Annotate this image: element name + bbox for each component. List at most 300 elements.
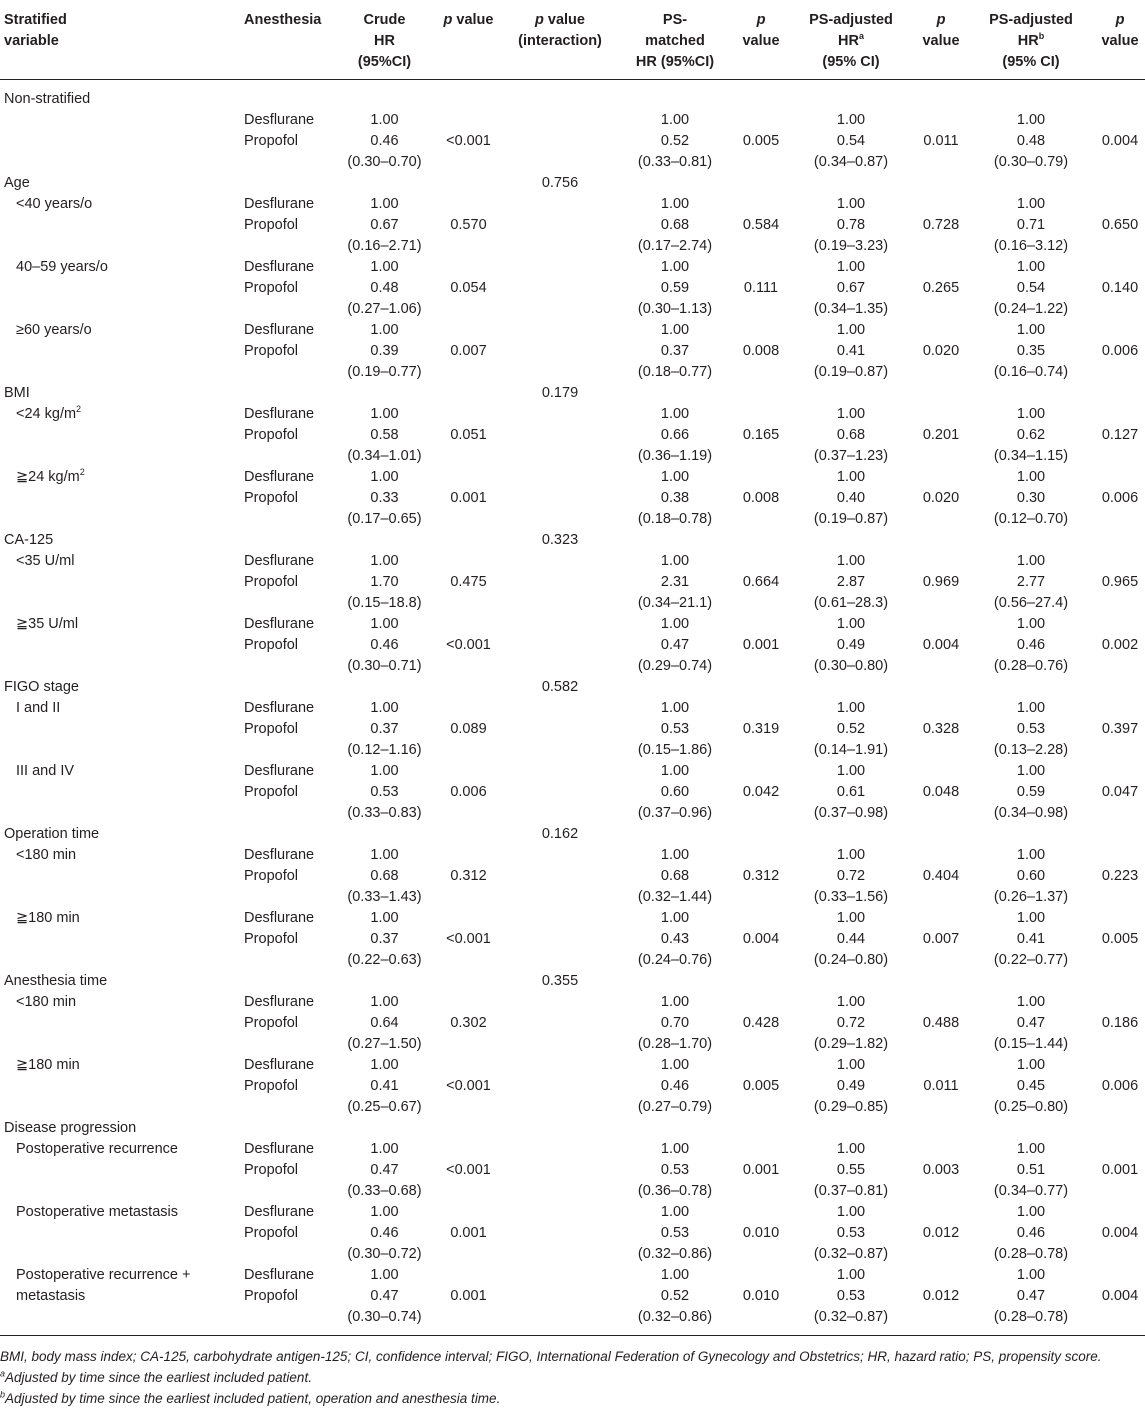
table-row [0,215,1145,236]
table-row [0,782,1145,803]
ps-adjusted-b-p-cell [1095,740,1145,761]
anesthesia-cell: Desflurane [244,616,315,632]
ps-adjusted-b-p-cell: 0.650 [1101,217,1139,233]
empty-cell [240,173,337,194]
table-row [0,593,1145,614]
group-row [0,80,1145,111]
empty-cell [505,488,615,509]
anesthesia-cell: Propofol [244,133,299,149]
ps-matched-hr-cell: 0.52 [660,1288,690,1304]
crude-p-cell [432,656,505,677]
empty-cell [505,1181,615,1202]
table-row [0,740,1145,761]
footnote-abbreviations: BMI, body mass index; CA-125, carbohydrate antigen-125; CI, confidence interval; FIGO, International Federation of Gynecology and Obstetrics; HR, hazard ratio; PS, propensity score. [0,1349,1102,1364]
ps-adjusted-a-p-cell [915,1097,967,1118]
ps-matched-p-cell [735,299,787,320]
header-p-interaction: p value (interaction) [505,0,615,80]
empty-cell [1095,971,1145,992]
ps-adjusted-a-hr-cell: 0.40 [836,490,866,506]
group-row [0,1118,1145,1139]
subgroup-label [0,488,240,509]
ps-adjusted-a-p-cell [915,740,967,761]
empty-cell [505,740,615,761]
table-row [0,194,1145,215]
empty-cell [505,761,615,782]
empty-cell [432,80,505,111]
interaction-p-value: 0.756 [541,175,579,191]
crude-hr-cell: 1.00 [370,196,399,212]
subgroup-label [0,551,240,572]
crude-p-cell: <0.001 [446,931,491,947]
empty-cell [915,80,967,111]
empty-cell [505,341,615,362]
anesthesia-cell: Desflurane [244,1057,315,1073]
crude-hr-cell: 0.47 [370,1162,399,1178]
ps-matched-hr-cell: 1.00 [660,994,690,1010]
anesthesia-cell [240,299,337,320]
ps-adjusted-a-hr-cell: 1.00 [836,847,866,863]
ps-adjusted-a-hr-cell: 1.00 [836,406,866,422]
crude-hr-cell: (0.27–1.50) [347,1036,422,1052]
table-row [0,446,1145,467]
ps-matched-hr-cell: 1.00 [660,259,690,275]
ps-matched-hr-cell: 0.60 [660,784,690,800]
ps-adjusted-b-p-cell [1095,761,1145,782]
ps-matched-p-cell: 0.001 [742,637,780,653]
crude-hr-cell: 0.68 [370,868,399,884]
table-row [0,719,1145,740]
empty-cell [1095,383,1145,404]
ps-matched-hr-cell: 0.37 [660,343,690,359]
ps-adjusted-a-p-cell [915,1055,967,1076]
ps-adjusted-a-hr-cell: 0.53 [836,1225,866,1241]
empty-cell [505,278,615,299]
ps-adjusted-b-p-cell [1095,803,1145,824]
table-row [0,1076,1145,1097]
subgroup-label-text: ≧24 kg/m [16,469,80,485]
ps-adjusted-b-p-cell: 0.006 [1101,1078,1139,1094]
empty-cell [505,1265,615,1286]
empty-cell [337,173,432,194]
subgroup-label [0,845,240,866]
crude-p-cell [432,404,505,425]
ps-adjusted-b-hr-cell: 0.46 [1016,637,1046,653]
ps-adjusted-a-p-cell: 0.007 [922,931,960,947]
empty-cell [615,971,735,992]
ps-matched-hr-cell: 0.68 [660,217,690,233]
ps-adjusted-b-hr-cell: 0.47 [1016,1015,1046,1031]
empty-cell [915,971,967,992]
ps-matched-hr-cell: (0.36–1.19) [637,448,713,464]
crude-hr-cell: 0.37 [370,931,399,947]
ps-adjusted-b-hr-cell: (0.25–0.80) [993,1099,1069,1115]
ps-adjusted-a-hr-cell: 1.00 [836,259,866,275]
crude-hr-cell: (0.30–0.71) [347,658,422,674]
subgroup-label [0,1097,240,1118]
anesthesia-cell: Desflurane [244,322,315,338]
subgroup-label [0,761,240,782]
ps-adjusted-b-hr-cell: 1.00 [1016,763,1046,779]
crude-p-cell [432,740,505,761]
ps-adjusted-b-p-cell: 0.006 [1101,490,1139,506]
table-row [0,509,1145,530]
table-row [0,572,1145,593]
interaction-p-value: 0.179 [541,385,579,401]
subgroup-label [0,362,240,383]
crude-p-cell [432,152,505,173]
anesthesia-cell [240,887,337,908]
empty-cell [432,677,505,698]
table-row [0,803,1145,824]
header-p-value-4: p value [1095,0,1145,80]
empty-cell [505,950,615,971]
ps-adjusted-a-p-cell [915,551,967,572]
anesthesia-cell: Propofol [244,1015,299,1031]
ps-matched-hr-cell: 1.00 [660,763,690,779]
subgroup-label [0,110,240,131]
crude-p-cell [432,362,505,383]
ps-adjusted-a-hr-cell: 1.00 [836,700,866,716]
subgroup-label-text: 40–59 years/o [16,259,108,275]
header-ps-adjusted-hr-b: PS-adjusted $HR^b$ (95% CI) [967,0,1095,80]
empty-cell [787,383,915,404]
crude-p-cell [432,1055,505,1076]
empty-cell [915,677,967,698]
anesthesia-cell: Desflurane [244,1267,315,1283]
interaction-p-value: 0.355 [541,973,579,989]
ps-matched-hr-cell: 0.53 [660,721,690,737]
ps-adjusted-b-hr-cell: (0.12–0.70) [993,511,1069,527]
crude-p-cell [432,446,505,467]
empty-cell [240,80,337,111]
group-label: Operation time [4,826,100,842]
ps-adjusted-a-hr-cell: (0.19–3.23) [813,238,889,254]
crude-p-cell [432,299,505,320]
ps-adjusted-a-hr-cell: 0.41 [836,343,866,359]
empty-cell [240,971,337,992]
anesthesia-cell: Propofol [244,1078,299,1094]
anesthesia-cell: Propofol [244,490,299,506]
header-p-value: p value [432,0,505,80]
ps-adjusted-a-hr-cell: (0.29–1.82) [813,1036,889,1052]
ps-matched-p-cell [735,614,787,635]
ps-matched-hr-cell: (0.37–0.96) [637,805,713,821]
table-row [0,761,1145,782]
crude-p-cell [432,1202,505,1223]
ps-matched-hr-cell: 0.46 [660,1078,690,1094]
ps-adjusted-a-p-cell [915,236,967,257]
ps-adjusted-b-hr-cell: 1.00 [1016,259,1046,275]
ps-adjusted-b-p-cell [1095,509,1145,530]
crude-hr-cell: 1.00 [370,1141,399,1157]
table-row [0,929,1145,950]
ps-matched-p-cell [735,257,787,278]
ps-adjusted-b-p-cell [1095,1265,1145,1286]
subgroup-label-text-2: metastasis [16,1288,86,1304]
empty-cell [735,971,787,992]
interaction-p-value [505,1118,615,1139]
ps-adjusted-b-p-cell: 0.005 [1101,931,1139,947]
ps-adjusted-a-hr-cell: 1.00 [836,196,866,212]
empty-cell [505,152,615,173]
ps-matched-p-cell [735,1034,787,1055]
anesthesia-cell [240,656,337,677]
crude-p-cell [432,887,505,908]
subgroup-label [0,446,240,467]
ps-adjusted-a-hr-cell: (0.29–0.85) [813,1099,889,1115]
header-p-value-2: p value [735,0,787,80]
ps-adjusted-b-p-cell: 0.006 [1101,343,1139,359]
ps-matched-p-cell: 0.664 [742,574,780,590]
subgroup-label [0,950,240,971]
subgroup-label [0,404,240,425]
ps-adjusted-a-hr-cell: (0.32–0.87) [813,1309,889,1325]
subgroup-label-text: <40 years/o [16,196,93,212]
ps-matched-hr-cell: (0.29–0.74) [637,658,713,674]
subgroup-label [0,341,240,362]
subgroup-label-text: Postoperative recurrence + [16,1267,191,1283]
ps-adjusted-b-p-cell [1095,404,1145,425]
ps-matched-p-cell: 0.001 [742,1162,780,1178]
ps-adjusted-b-hr-cell: 1.00 [1016,112,1046,128]
ps-adjusted-a-hr-cell: 0.49 [836,1078,866,1094]
ps-adjusted-b-p-cell [1095,656,1145,677]
empty-cell [432,971,505,992]
ps-adjusted-a-hr-cell: 0.68 [836,427,866,443]
empty-cell [787,530,915,551]
empty-cell [505,299,615,320]
empty-cell [787,677,915,698]
ps-adjusted-a-p-cell [915,992,967,1013]
empty-cell [337,824,432,845]
ps-adjusted-b-hr-cell: 1.00 [1016,406,1046,422]
crude-p-cell: 0.051 [450,427,487,443]
ps-adjusted-b-p-cell [1095,257,1145,278]
empty-cell [735,80,787,111]
ps-matched-p-cell [735,761,787,782]
ps-adjusted-b-p-cell [1095,152,1145,173]
crude-hr-cell: 0.53 [370,784,399,800]
empty-cell [505,362,615,383]
empty-cell [735,824,787,845]
ps-adjusted-b-hr-cell: (0.34–0.77) [993,1183,1069,1199]
anesthesia-cell [240,509,337,530]
ps-matched-p-cell: 0.008 [742,343,780,359]
ps-matched-hr-cell: 1.00 [660,700,690,716]
table-row [0,362,1145,383]
ps-adjusted-b-p-cell [1095,362,1145,383]
crude-hr-cell: 0.67 [370,217,399,233]
ps-adjusted-b-p-cell [1095,887,1145,908]
ps-adjusted-a-p-cell: 0.404 [922,868,960,884]
ps-adjusted-b-hr-cell: (0.16–3.12) [993,238,1069,254]
empty-cell [505,194,615,215]
crude-hr-cell: (0.22–0.63) [347,952,422,968]
anesthesia-cell: Propofol [244,343,299,359]
crude-hr-cell: (0.33–0.83) [347,805,422,821]
anesthesia-cell: Desflurane [244,994,315,1010]
empty-cell [505,845,615,866]
empty-cell [1095,677,1145,698]
subgroup-label [0,866,240,887]
ps-matched-hr-cell: 1.00 [660,322,690,338]
table-row [0,488,1145,509]
empty-cell [240,383,337,404]
table-row [0,1286,1145,1307]
ps-adjusted-b-hr-cell: (0.30–0.79) [993,154,1069,170]
table-row [0,887,1145,908]
crude-p-cell [432,698,505,719]
subgroup-label-text: <180 min [16,847,77,863]
empty-cell [967,530,1095,551]
empty-cell [615,173,735,194]
ps-adjusted-b-hr-cell: (0.26–1.37) [993,889,1069,905]
subgroup-label [0,257,240,278]
ps-adjusted-b-hr-cell: 0.45 [1016,1078,1046,1094]
crude-p-cell: 0.570 [450,217,487,233]
empty-cell [615,530,735,551]
ps-adjusted-a-hr-cell: (0.33–1.56) [813,889,889,905]
ps-adjusted-a-p-cell [915,761,967,782]
ps-adjusted-b-p-cell [1095,992,1145,1013]
anesthesia-cell: Desflurane [244,763,315,779]
table-row [0,908,1145,929]
crude-p-cell [432,1307,505,1336]
empty-cell [1095,824,1145,845]
ps-adjusted-a-hr-cell: 1.00 [836,910,866,926]
ps-adjusted-b-hr-cell: 0.41 [1016,931,1046,947]
group-row [0,677,1145,698]
ps-adjusted-a-hr-cell: (0.19–0.87) [813,511,889,527]
ps-adjusted-a-p-cell: 0.020 [922,490,960,506]
anesthesia-cell [240,950,337,971]
table-row [0,1097,1145,1118]
table-row [0,467,1145,488]
table-row [0,635,1145,656]
crude-p-cell: <0.001 [446,133,491,149]
ps-adjusted-a-p-cell [915,1034,967,1055]
crude-p-cell: <0.001 [446,637,491,653]
crude-p-cell: <0.001 [446,1078,491,1094]
ps-adjusted-a-hr-cell: 0.55 [836,1162,866,1178]
ps-matched-p-cell [735,593,787,614]
empty-cell [505,908,615,929]
empty-cell [432,173,505,194]
ps-matched-p-cell [735,1265,787,1286]
anesthesia-cell: Desflurane [244,700,315,716]
table-row [0,1223,1145,1244]
ps-adjusted-a-hr-cell: 0.53 [836,1288,866,1304]
ps-adjusted-b-hr-cell: 0.48 [1016,133,1046,149]
crude-hr-cell: (0.25–0.67) [347,1099,422,1115]
anesthesia-cell [240,1244,337,1265]
ps-matched-p-cell [735,1202,787,1223]
empty-cell [505,719,615,740]
empty-cell [615,1118,735,1139]
crude-hr-cell: (0.30–0.74) [347,1309,422,1325]
ps-adjusted-a-hr-cell: 0.78 [836,217,866,233]
ps-matched-p-cell [735,656,787,677]
ps-matched-hr-cell: 1.00 [660,847,690,863]
anesthesia-cell: Desflurane [244,196,315,212]
ps-matched-hr-cell: (0.27–0.79) [637,1099,713,1115]
empty-cell [915,1118,967,1139]
ps-matched-p-cell [735,551,787,572]
empty-cell [337,530,432,551]
ps-adjusted-a-p-cell [915,194,967,215]
anesthesia-cell: Desflurane [244,259,315,275]
anesthesia-cell [240,593,337,614]
table-row [0,1307,1145,1336]
table-row [0,1013,1145,1034]
anesthesia-cell: Propofol [244,721,299,737]
ps-adjusted-a-p-cell [915,950,967,971]
empty-cell [337,971,432,992]
table-row [0,299,1145,320]
ps-adjusted-b-hr-cell: 1.00 [1016,1057,1046,1073]
subgroup-label [0,1055,240,1076]
crude-p-cell [432,320,505,341]
crude-hr-cell: (0.27–1.06) [347,301,422,317]
ps-adjusted-b-hr-cell: (0.24–1.22) [993,301,1069,317]
ps-adjusted-b-p-cell [1095,1055,1145,1076]
empty-cell [505,1160,615,1181]
ps-matched-p-cell [735,1139,787,1160]
ps-adjusted-b-p-cell [1095,1244,1145,1265]
crude-hr-cell: (0.34–1.01) [347,448,422,464]
ps-adjusted-b-p-cell [1095,446,1145,467]
empty-cell [505,131,615,152]
ps-adjusted-a-hr-cell: 0.67 [836,280,866,296]
ps-matched-p-cell [735,1307,787,1336]
group-row [0,824,1145,845]
empty-cell [505,866,615,887]
crude-hr-cell: 0.46 [370,133,399,149]
ps-adjusted-a-hr-cell: 0.52 [836,721,866,737]
ps-adjusted-a-p-cell: 0.011 [923,1078,959,1094]
ps-adjusted-b-hr-cell: 2.77 [1016,574,1046,590]
ps-matched-hr-cell: 0.47 [660,637,690,653]
ps-matched-hr-cell: (0.18–0.78) [637,511,713,527]
table-row [0,425,1145,446]
empty-cell [240,677,337,698]
ps-adjusted-b-p-cell [1095,1181,1145,1202]
ps-matched-p-cell: 0.312 [742,868,780,884]
ps-adjusted-b-hr-cell: 0.54 [1016,280,1046,296]
empty-cell [505,572,615,593]
ps-adjusted-a-p-cell: 0.011 [923,133,959,149]
ps-adjusted-b-p-cell [1095,950,1145,971]
ps-adjusted-a-hr-cell: 1.00 [836,1141,866,1157]
table-row [0,1034,1145,1055]
anesthesia-cell: Propofol [244,868,299,884]
ps-matched-p-cell: 0.584 [742,217,780,233]
table-footnotes [0,1336,1145,1409]
ps-matched-hr-cell: (0.34–21.1) [637,595,713,611]
ps-adjusted-a-hr-cell: 1.00 [836,469,866,485]
empty-cell [735,677,787,698]
ps-matched-hr-cell: 1.00 [660,553,690,569]
subgroup-label-text: Postoperative metastasis [16,1204,178,1220]
anesthesia-cell: Desflurane [244,112,315,128]
crude-p-cell [432,1034,505,1055]
crude-hr-cell: 0.58 [370,427,399,443]
ps-adjusted-b-p-cell: 0.004 [1101,1225,1139,1241]
empty-cell [505,992,615,1013]
ps-adjusted-a-p-cell [915,845,967,866]
anesthesia-cell [240,446,337,467]
anesthesia-cell: Propofol [244,1162,299,1178]
